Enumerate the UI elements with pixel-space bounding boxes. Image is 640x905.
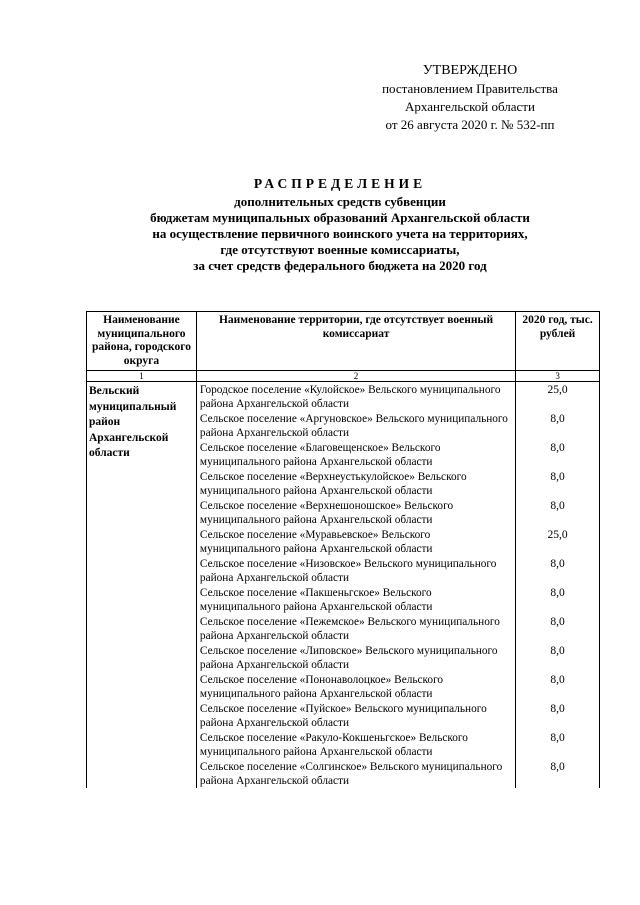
territory-name: Сельское поселение «Благовещенское» Вельского муниципального района Архангельской области (196, 440, 515, 469)
amount-value: 8,0 (516, 556, 600, 585)
amount-value: 8,0 (516, 730, 600, 759)
header-territory: Наименование территории, где отсутствует военный комиссариат (196, 312, 515, 371)
amount-value: 8,0 (516, 643, 600, 672)
territory-name: Сельское поселение «Пононаволоцкое» Вельского муниципального района Архангельской области (196, 672, 515, 701)
column-number: 1 (87, 371, 197, 382)
title-line-3: на осуществление первичного воинского учета на территориях, (152, 226, 528, 241)
column-number-row (87, 371, 600, 382)
territory-name: Сельское поселение «Аргуновское» Вельского муниципального района Архангельской области (196, 411, 515, 440)
amount-value: 8,0 (516, 701, 600, 730)
table-header-row (87, 312, 600, 371)
approval-heading: УТВЕРЖДЕНО (422, 63, 518, 78)
territory-name: Сельское поселение «Муравьевское» Вельского муниципального района Архангельской области (196, 527, 515, 556)
approval-line-1: постановлением Правительства (382, 81, 558, 96)
title-line-2: бюджетам муниципальных образований Архангельской области (150, 210, 530, 225)
amount-value: 8,0 (516, 440, 600, 469)
distribution-table (86, 311, 600, 788)
column-number: 2 (196, 371, 515, 382)
amount-value: 8,0 (516, 498, 600, 527)
territory-name: Сельское поселение «Верхнеустькулойское» Вельского муниципального района Архангельской области (196, 469, 515, 498)
territory-name: Сельское поселение «Пежемское» Вельского муниципального района Архангельской области (196, 614, 515, 643)
title-line-5: за счет средств федерального бюджета на 2020 год (193, 258, 487, 273)
amount-value: 8,0 (516, 469, 600, 498)
amount-value: 25,0 (516, 382, 600, 412)
header-amount: 2020 год, тыс. рублей (516, 312, 600, 371)
territory-name: Сельское поселение «Пакшеньгское» Вельского муниципального района Архангельской области (196, 585, 515, 614)
territory-name: Сельское поселение «Низовское» Вельского муниципального района Архангельской области (196, 556, 515, 585)
amount-value: 8,0 (516, 614, 600, 643)
amount-value: 8,0 (516, 759, 600, 788)
territory-name: Сельское поселение «Солгинское» Вельского муниципального района Архангельской области (196, 759, 515, 788)
document-title (60, 176, 620, 274)
approval-line-2: Архангельской области (405, 99, 535, 114)
column-number: 3 (516, 371, 600, 382)
territory-name: Сельское поселение «Ракуло-Кокшеньгское» Вельского муниципального района Архангельской области (196, 730, 515, 759)
territory-name: Сельское поселение «Липовское» Вельского муниципального района Архангельской области (196, 643, 515, 672)
district-name: Вельский муниципальный район Архангельской области (87, 382, 197, 789)
territory-name: Сельское поселение «Пуйское» Вельского муниципального района Архангельской области (196, 701, 515, 730)
title-line-4: где отсутствуют военные комиссариаты, (220, 242, 460, 257)
amount-value: 8,0 (516, 585, 600, 614)
title-word: РАСПРЕДЕЛЕНИЕ (253, 176, 427, 191)
table-row (87, 382, 600, 412)
header-district: Наименование муниципального района, городского округа (87, 312, 197, 371)
table-body (87, 382, 600, 789)
territory-name: Городское поселение «Кулойское» Вельского муниципального района Архангельской области (196, 382, 515, 412)
approval-block (360, 62, 580, 134)
amount-value: 25,0 (516, 527, 600, 556)
approval-line-3: от 26 августа 2020 г. № 532-пп (385, 117, 555, 132)
amount-value: 8,0 (516, 672, 600, 701)
amount-value: 8,0 (516, 411, 600, 440)
territory-name: Сельское поселение «Верхнешоношское» Вельского муниципального района Архангельской области (196, 498, 515, 527)
title-line-1: дополнительных средств субвенции (234, 194, 446, 209)
